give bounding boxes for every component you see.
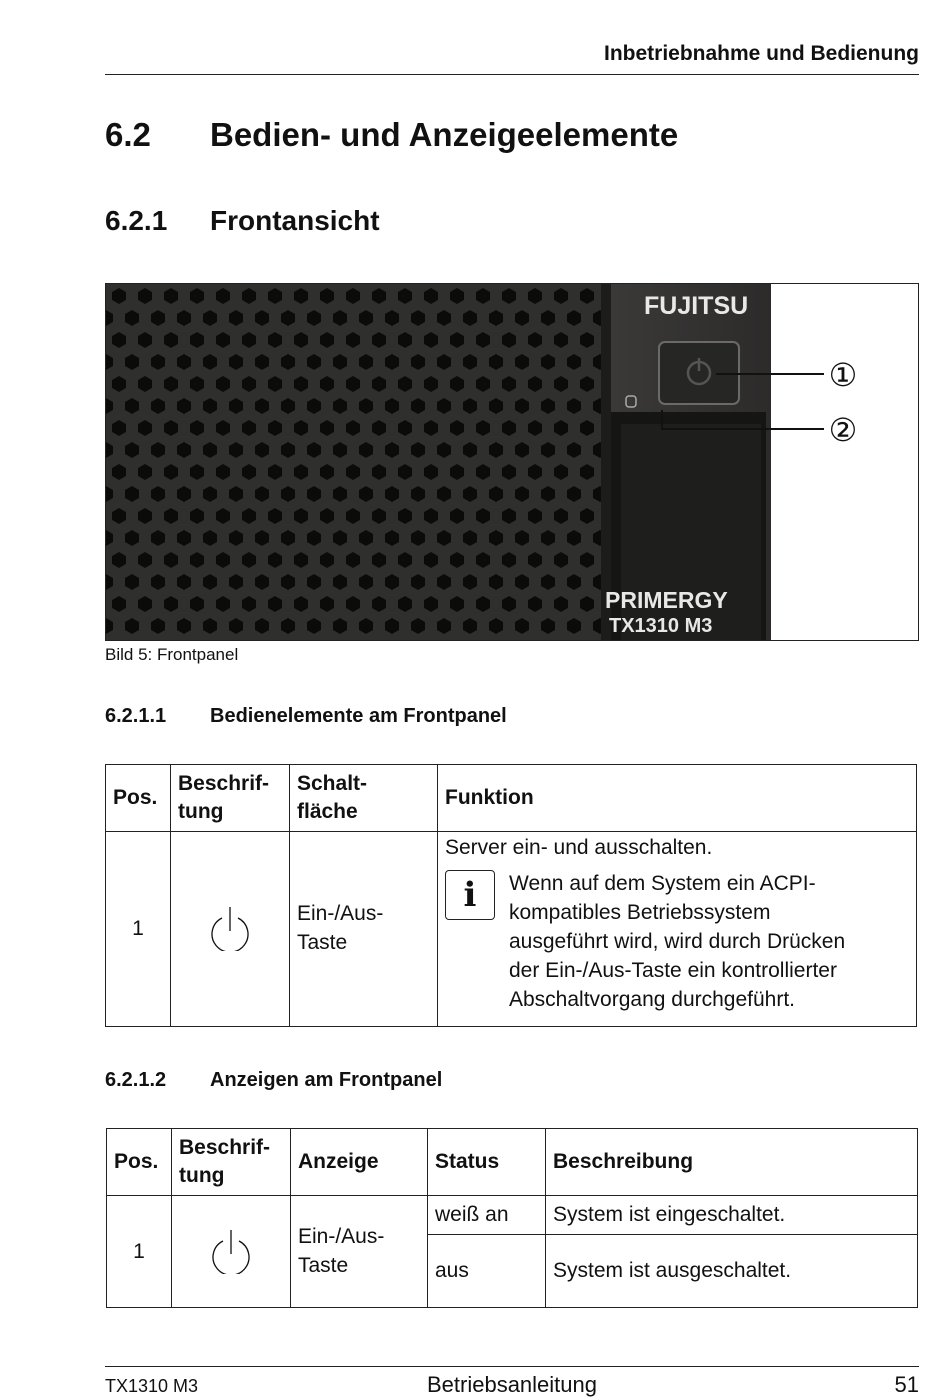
section-number: 6.2: [105, 116, 151, 153]
row-pos: 1: [107, 1196, 172, 1308]
info-note: [445, 870, 909, 1015]
row-function-cell: [438, 832, 917, 1027]
row-description-on: System ist eingeschaltet.: [546, 1196, 918, 1235]
col-label: Beschrif- tung: [172, 1129, 291, 1196]
indicators-number: 6.2.1.2: [105, 1069, 167, 1091]
table-row: [106, 832, 917, 1027]
subsection-heading: [105, 205, 380, 237]
col-label: Beschrif- tung: [171, 765, 290, 832]
indicators-table: [106, 1128, 918, 1308]
footer-rule: [105, 1366, 919, 1367]
controls-number: 6.2.1.1: [105, 705, 167, 727]
col-indicator: Anzeige: [291, 1129, 428, 1196]
running-header: Inbetriebnahme und Bedienung: [603, 42, 919, 65]
front-panel-figure: [105, 283, 919, 641]
row-label-cell: [172, 1196, 291, 1308]
row-indicator: Ein-/Aus- Taste: [291, 1196, 428, 1308]
model-label: TX1310 M3: [609, 615, 713, 637]
footer-doc-type: Betriebsanleitung: [426, 1372, 597, 1397]
front-panel-illustration: [106, 284, 918, 640]
footer-model: TX1310 M3: [105, 1376, 199, 1396]
row-button: Ein-/Aus- Taste: [290, 832, 438, 1027]
header-rule: [105, 74, 919, 75]
controls-heading: [105, 705, 507, 728]
controls-table: [105, 764, 917, 1027]
row-status-off: aus: [428, 1235, 546, 1308]
callout-1: ①: [828, 356, 858, 394]
row-label-cell: [171, 832, 290, 1027]
col-pos: Pos.: [107, 1129, 172, 1196]
page-number: 51: [894, 1372, 919, 1397]
info-icon: i: [445, 870, 495, 920]
subsection-title: Frontansicht: [210, 205, 380, 236]
section-title: Bedien- und Anzeigeelemente: [210, 116, 679, 153]
info-note-text: Wenn auf dem System ein ACPI- kompatibles Betriebssystem ausgeführt wird, wird durch Drücken der Ein-/Aus-Taste ein kontrollierter Abschaltvorgang durchgeführt.: [509, 872, 846, 1011]
col-pos: Pos.: [106, 765, 171, 832]
col-button: Schalt- fläche: [290, 765, 438, 832]
col-function: Funktion: [438, 765, 917, 832]
power-icon: [208, 901, 252, 951]
row-pos: 1: [106, 832, 171, 1027]
table-header-row: [106, 765, 917, 832]
section-heading: [105, 116, 678, 154]
figure-caption: Bild 5: Frontpanel: [105, 645, 239, 664]
fujitsu-logo: FUJITSU: [644, 292, 749, 320]
callout-2: ②: [828, 411, 858, 449]
indicators-heading: [105, 1069, 442, 1092]
table-row: [107, 1196, 918, 1235]
power-icon: [209, 1224, 253, 1274]
subsection-number: 6.2.1: [105, 205, 168, 236]
primergy-label: PRIMERGY: [605, 587, 728, 613]
col-description: Beschreibung: [546, 1129, 918, 1196]
row-status-on: weiß an: [428, 1196, 546, 1235]
row-description-off: System ist ausgeschaltet.: [546, 1235, 918, 1308]
indicators-title: Anzeigen am Frontpanel: [210, 1069, 443, 1091]
row-function: Server ein- und ausschalten.: [445, 836, 713, 859]
col-status: Status: [428, 1129, 546, 1196]
table-header-row: [107, 1129, 918, 1196]
controls-title: Bedienelemente am Frontpanel: [210, 705, 507, 727]
